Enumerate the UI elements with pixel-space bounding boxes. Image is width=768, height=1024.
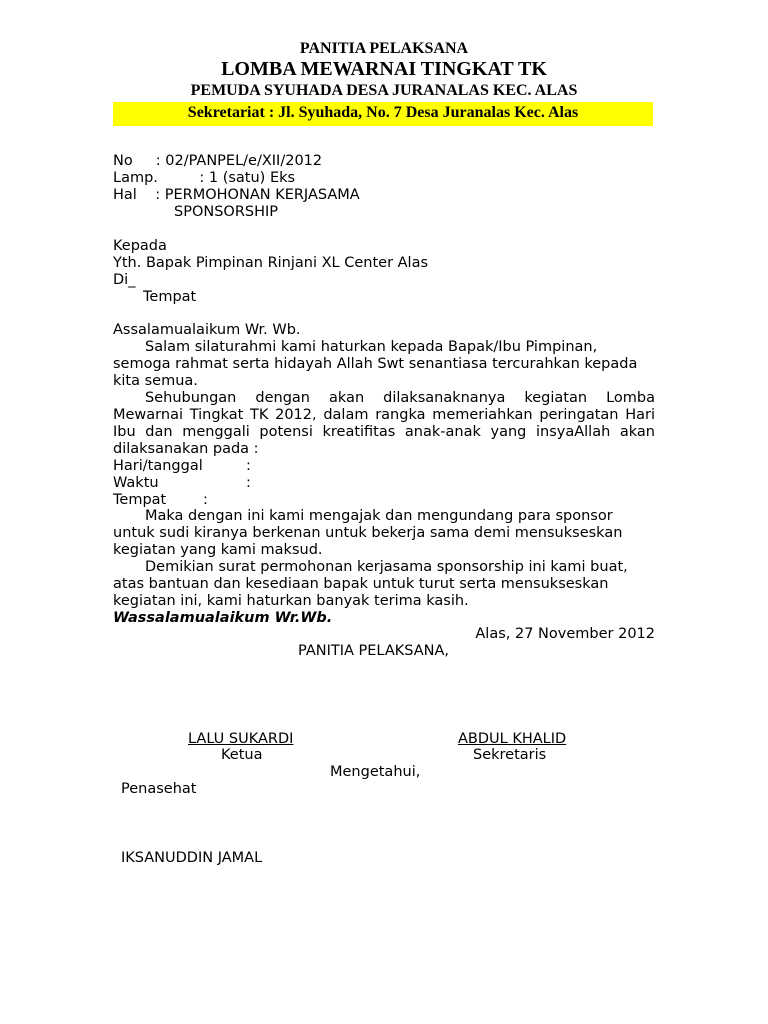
paragraph-4-line-1: Demikian surat permohonan kerjasama sponsorship ini kami buat,	[145, 559, 628, 575]
letter-date: Alas, 27 November 2012	[475, 626, 655, 642]
chairman-role: Ketua	[221, 747, 263, 763]
header-secretariat: Sekretariat : Jl. Syuhada, No. 7 Desa Juranalas Kec. Alas	[187, 104, 579, 121]
event-time-colon: :	[246, 475, 251, 491]
header-committee: PANITIA PELAKSANA	[299, 40, 469, 57]
recipient-name: Yth. Bapak Pimpinan Rinjani XL Center Alas	[113, 255, 429, 271]
paragraph-4-line-2: atas bantuan dan kesediaan bapak untuk turut serta mensukseskan	[113, 576, 609, 592]
recipient-at: Di_	[113, 272, 136, 288]
advisor-name: IKSANUDDIN JAMAL	[121, 850, 263, 866]
paragraph-4-line-3: kegiatan ini, kami haturkan banyak terima kasih.	[113, 593, 469, 609]
paragraph-2-line-3: Ibu dan menggali potensi kreatifitas anak-anak yang insyaAllah akan	[113, 424, 655, 440]
paragraph-2-line-4: dilaksanakan pada :	[113, 441, 259, 457]
chairman-name: LALU SUKARDI	[188, 731, 294, 747]
recipient-to: Kepada	[113, 238, 167, 254]
event-date-label: Hari/tanggal	[113, 458, 203, 474]
paragraph-2-line-2: Mewarnai Tingkat TK 2012, dalam rangka memeriahkan peringatan Hari	[113, 407, 655, 423]
secretary-name: ABDUL KHALID	[458, 731, 567, 747]
header-event-title: LOMBA MEWARNAI TINGKAT TK	[221, 58, 547, 80]
letter-subject: Hal : PERMOHONAN KERJASAMA	[113, 187, 360, 203]
paragraph-3-line-2: untuk sudi kiranya berkenan untuk bekerja sama demi mensukseskan	[113, 525, 623, 541]
advisor-role: Penasehat	[121, 781, 197, 797]
committee-signature-title: PANITIA PELAKSANA,	[298, 643, 450, 659]
event-date-colon: :	[246, 458, 251, 474]
closing-greeting: Wassalamualaikum Wr.Wb.	[113, 610, 333, 626]
acknowledged-label: Mengetahui,	[330, 764, 421, 780]
paragraph-2-line-1: Sehubungan dengan akan dilaksanaknanya kegiatan Lomba	[145, 390, 655, 406]
paragraph-1-line-2: semoga rahmat serta hidayah Allah Swt senantiasa tercurahkan kepada	[113, 356, 638, 372]
greeting: Assalamualaikum Wr. Wb.	[113, 322, 301, 338]
paragraph-1-line-3: kita semua.	[113, 373, 198, 389]
recipient-place: Tempat	[143, 289, 197, 305]
secretary-role: Sekretaris	[473, 747, 547, 763]
header-organizer: PEMUDA SYUHADA DESA JURANALAS KEC. ALAS	[190, 82, 578, 99]
event-place-colon: :	[203, 492, 208, 508]
paragraph-3-line-1: Maka dengan ini kami mengajak dan mengundang para sponsor	[145, 508, 613, 524]
paragraph-1-line-1: Salam silaturahmi kami haturkan kepada Bapak/Ibu Pimpinan,	[145, 339, 598, 355]
paragraph-3-line-3: kegiatan yang kami maksud.	[113, 542, 323, 558]
event-time-label: Waktu	[113, 475, 159, 491]
event-place-label: Tempat	[113, 492, 167, 508]
letter-attachment: Lamp. : 1 (satu) Eks	[113, 170, 296, 186]
letter-number: No : 02/PANPEL/e/XII/2012	[113, 153, 323, 169]
letter-subject-cont: SPONSORSHIP	[174, 204, 279, 220]
